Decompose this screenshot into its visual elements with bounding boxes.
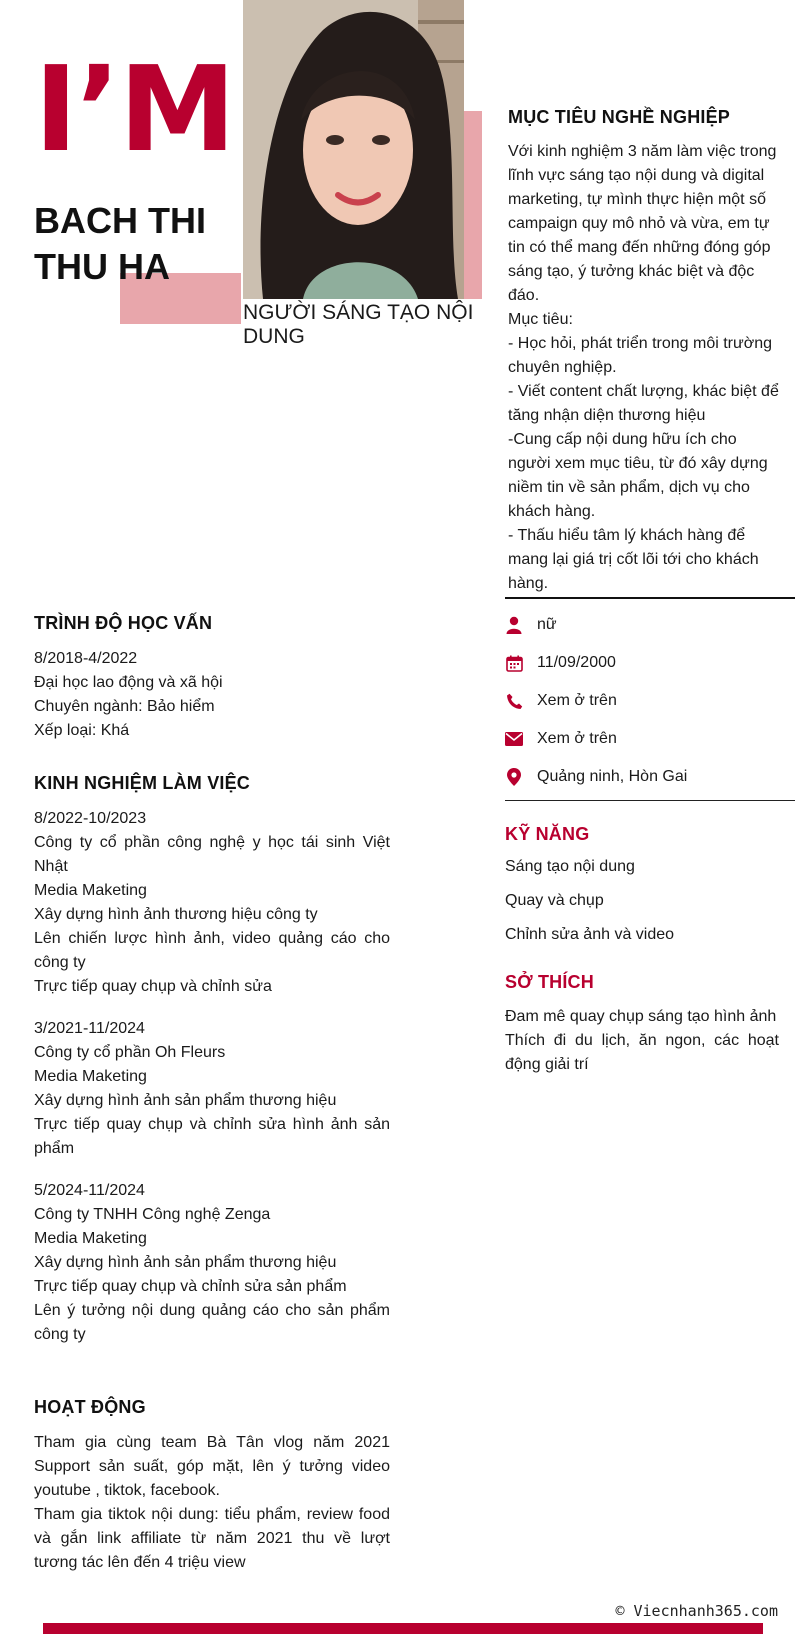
divider bbox=[505, 800, 795, 801]
job-line: Công ty cổ phần Oh Fleurs bbox=[34, 1044, 226, 1061]
job-line: Trực tiếp quay chụp và chỉnh sửa sản phẩm bbox=[34, 1278, 347, 1295]
experience-entry bbox=[34, 807, 390, 999]
contact-gender bbox=[505, 606, 795, 644]
contact-address bbox=[505, 758, 795, 796]
job-period: 8/2022-10/2023 bbox=[34, 810, 147, 827]
person-icon bbox=[505, 616, 523, 634]
skills-list bbox=[505, 855, 795, 957]
contact-birthday bbox=[505, 644, 795, 682]
objective-line: Với kinh nghiệm 3 năm làm việc trong lĩnh vực sáng tạo nội dung và digital marketing, tự mình thực hiện một số campaign quy mô nhỏ và vừa, em tự tin có thể mang đến những đóng góp sáng tạo, ý tưởng khác biệt và độc đáo. bbox=[508, 143, 777, 304]
calendar-icon bbox=[505, 654, 523, 672]
contact-email bbox=[505, 720, 795, 758]
job-line: Media Maketing bbox=[34, 1068, 147, 1085]
job-line: Công ty TNHH Công nghệ Zenga bbox=[34, 1206, 271, 1223]
address-value: Quảng ninh, Hòn Gai bbox=[537, 768, 688, 785]
job-line: Trực tiếp quay chụp và chỉnh sửa hình ảnh sản phẩm bbox=[34, 1116, 390, 1157]
education-title: TRÌNH ĐỘ HỌC VẤN bbox=[34, 613, 213, 633]
activities-title: HOẠT ĐỘNG bbox=[34, 1397, 146, 1417]
birthday-value: 11/09/2000 bbox=[537, 654, 616, 671]
objective-line: - Học hỏi, phát triển trong môi trường chuyên nghiệp. bbox=[508, 335, 772, 376]
activities-text bbox=[34, 1431, 390, 1575]
skill-item: Sáng tạo nội dung bbox=[505, 858, 635, 875]
email-value[interactable]: Xem ở trên bbox=[537, 730, 617, 747]
skill-item: Quay và chụp bbox=[505, 892, 604, 909]
objective-line: - Viết content chất lượng, khác biệt để tăng nhận diện thương hiệu bbox=[508, 383, 779, 424]
divider bbox=[505, 597, 795, 599]
job-line: Xây dựng hình ảnh sản phẩm thương hiệu bbox=[34, 1254, 337, 1271]
gender-value: nữ bbox=[537, 616, 557, 633]
job-line: Công ty cổ phần công nghệ y học tái sinh Việt Nhật bbox=[34, 834, 390, 875]
name-line-2: THU HA bbox=[34, 246, 170, 287]
job-line: Xây dựng hình ảnh sản phẩm thương hiệu bbox=[34, 1092, 337, 1109]
education-grade: Xếp loại: Khá bbox=[34, 722, 130, 739]
phone-value[interactable]: Xem ở trên bbox=[537, 692, 617, 709]
job-line: Trực tiếp quay chụp và chỉnh sửa bbox=[34, 978, 272, 995]
experience-title: KINH NGHIỆM LÀM VIỆC bbox=[34, 773, 251, 793]
experience-entry bbox=[34, 1179, 390, 1347]
education-major: Chuyên ngành: Bảo hiểm bbox=[34, 698, 215, 715]
email-icon bbox=[505, 730, 523, 748]
hobby-line: Đam mê quay chụp sáng tạo hình ảnh bbox=[505, 1008, 777, 1025]
objective-line: Mục tiêu: bbox=[508, 311, 573, 328]
job-line: Media Maketing bbox=[34, 882, 147, 899]
job-line: Media Maketing bbox=[34, 1230, 147, 1247]
education-school: Đại học lao động và xã hội bbox=[34, 674, 223, 691]
job-line: Lên chiến lược hình ảnh, video quảng cáo cho công ty bbox=[34, 930, 390, 971]
name-line-1: BACH THI bbox=[34, 200, 206, 241]
objective-line: -Cung cấp nội dung hữu ích cho người xem mục tiêu, từ đó xây dựng niềm tin về sản phẩm, dịch vụ cho khách hàng. bbox=[508, 431, 768, 520]
contact-info bbox=[505, 606, 795, 796]
footer-bar bbox=[43, 1623, 763, 1634]
objective-text bbox=[508, 140, 783, 596]
job-role: NGƯỜI SÁNG TẠO NỘI DUNG bbox=[243, 301, 474, 348]
footer-credit[interactable]: © Viecnhanh365.com bbox=[615, 1602, 778, 1620]
objective-title: MỤC TIÊU NGHỀ NGHIỆP bbox=[508, 107, 731, 127]
hobbies-text bbox=[505, 1005, 779, 1077]
profile-photo bbox=[243, 0, 464, 299]
skills-title: KỸ NĂNG bbox=[505, 824, 590, 844]
education-period: 8/2018-4/2022 bbox=[34, 650, 138, 667]
skill-item: Chỉnh sửa ảnh và video bbox=[505, 926, 675, 943]
job-period: 3/2021-11/2024 bbox=[34, 1020, 145, 1037]
activity-line: Tham gia tiktok nội dung: tiểu phẩm, review food và gắn link affiliate từ năm 2021 thu về lượt tương tác lên đến 4 triệu view bbox=[34, 1506, 390, 1571]
location-pin-icon bbox=[505, 768, 523, 786]
activity-line: Tham gia cùng team Bà Tân vlog năm 2021 Support sản suất, góp mặt, lên ý tưởng video youtube , tiktok, facebook. bbox=[34, 1434, 390, 1499]
portrait-illustration bbox=[243, 0, 464, 299]
contact-phone bbox=[505, 682, 795, 720]
experience-entry bbox=[34, 1017, 390, 1161]
job-line: Lên ý tưởng nội dung quảng cáo cho sản phẩm công ty bbox=[34, 1302, 390, 1343]
phone-icon bbox=[505, 692, 523, 710]
job-period: 5/2024-11/2024 bbox=[34, 1182, 145, 1199]
job-line: Xây dựng hình ảnh thương hiệu công ty bbox=[34, 906, 318, 923]
objective-line: - Thấu hiểu tâm lý khách hàng để mang lại giá trị cốt lõi tới cho khách hàng. bbox=[508, 527, 759, 592]
hobby-line: Thích đi du lịch, ăn ngon, các hoạt động giải trí bbox=[505, 1032, 779, 1073]
education-details bbox=[34, 647, 394, 743]
candidate-name bbox=[34, 198, 234, 290]
im-heading: I’M bbox=[34, 40, 235, 178]
hobbies-title: SỞ THÍCH bbox=[505, 972, 594, 992]
